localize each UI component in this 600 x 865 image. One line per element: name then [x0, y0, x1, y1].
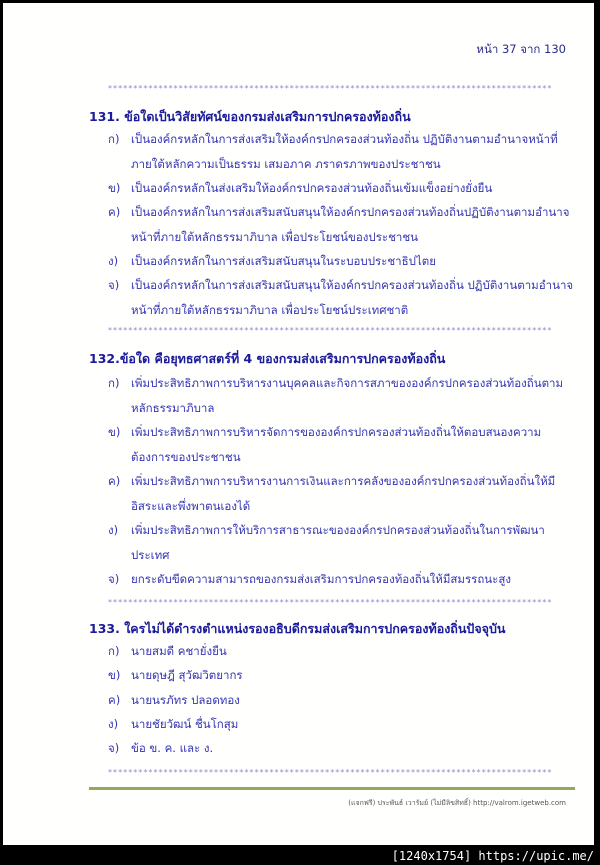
option-label: ก): [108, 376, 120, 390]
option-text: เพิ่มประสิทธิภาพการบริหารจัดการขององค์กรปกครองส่วนท้องถิ่นให้ตอบสนองความต้องการของประชาชน: [131, 425, 542, 464]
option: [108, 469, 578, 518]
separator: ****************************************************************************************: [108, 327, 553, 335]
option-text: เพิ่มประสิทธิภาพการบริหารงานการเงินและการคลังขององค์กรปกครองส่วนท้องถิ่นให้มีอิสระและพึ่งพาตนเองได้: [131, 474, 556, 513]
option: [108, 273, 578, 322]
option: [108, 420, 578, 469]
option-text: เป็นองค์กรหลักในการส่งเสริมสนับสนุนให้องค์กรปกครองส่วนท้องถิ่นปฏิบัติงานตามอำนาจหน้าที่ภายใต้หลักธรรมาภิบาล เพื่อประโยชน์ของประชาชน: [131, 205, 570, 244]
option-text: นายสมดี คชายั่งยืน: [131, 644, 227, 658]
option-text: นายนรภัทร ปลอดทอง: [131, 693, 240, 707]
option-label: ค): [108, 205, 121, 219]
option-label: จ): [108, 572, 120, 586]
option: [108, 736, 578, 761]
option-text: นายดุษฎี สุวัฒวิตยากร: [131, 668, 243, 682]
option-text: เป็นองค์กรหลักในการส่งเสริมสนับสนุนให้องค์กรปกครองส่วนท้องถิ่น ปฏิบัติงานตามอำนาจหน้าที่ภายใต้หลักธรรมาภิบาล เพื่อประโยชน์ประเทศชาติ: [131, 278, 574, 317]
option-label: ง): [108, 717, 119, 731]
option: [108, 688, 578, 713]
option-text: นายชัยวัฒน์ ชื่นโกสุม: [131, 717, 239, 731]
footer-credit: (แจกฟรี) ประพันธ์ เวารัมย์ (ไม่มีลิขสิทธิ์) http://valrom.igetweb.com: [348, 799, 566, 807]
option-label: จ): [108, 741, 120, 755]
option: [108, 249, 578, 274]
option-text: ยกระดับขีดความสามารถของกรมส่งเสริมการปกครองท้องถิ่นให้มีสมรรถนะสูง: [131, 572, 511, 586]
option: [108, 371, 578, 420]
option-label: ก): [108, 132, 120, 146]
document-page: [3, 3, 594, 845]
option-label: ข): [108, 181, 121, 195]
option-label: ข): [108, 425, 121, 439]
question-131-title: 131. ข้อใดเป็นวิสัยทัศน์ของกรมส่งเสริมการปกครองท้องถิ่น: [89, 109, 411, 124]
option-label: จ): [108, 278, 120, 292]
option-text: เป็นองค์กรหลักในส่งเสริมให้องค์กรปกครองส่วนท้องถิ่นเข้มแข็งอย่างยั่งยืน: [131, 181, 493, 195]
option: [108, 176, 578, 201]
option-label: ข): [108, 668, 121, 682]
option-label: ง): [108, 254, 119, 268]
option-label: ง): [108, 523, 119, 537]
question-133-title: 133. ใครไม่ได้ดำรงตำแหน่งรองอธิบดีกรมส่งเสริมการปกครองท้องถิ่นปัจจุบัน: [89, 621, 506, 636]
option-text: เป็นองค์กรหลักในการส่งเสริมให้องค์กรปกครองส่วนท้องถิ่น ปฏิบัติงานตามอำนาจหน้าที่ภายใต้หลักความเป็นธรรม เสมอภาค ภราดรภาพของประชาชน: [131, 132, 558, 171]
option: [108, 663, 578, 688]
option-label: ค): [108, 474, 121, 488]
image-watermark: [1240x1754] https://upic.me/: [391, 849, 594, 863]
option: [108, 712, 578, 737]
question-132-title: 132.ข้อใด คือยุทธศาสตร์ที่ 4 ของกรมส่งเสริมการปกครองท้องถิ่น: [89, 351, 446, 366]
option-label: ก): [108, 644, 120, 658]
option-text: เป็นองค์กรหลักในการส่งเสริมสนับสนุนในระบอบประชาธิปไตย: [131, 254, 436, 268]
separator: ****************************************************************************************: [108, 599, 553, 607]
separator: ****************************************************************************************: [108, 85, 553, 93]
page-indicator: หน้า 37 จาก 130: [476, 42, 566, 56]
footer-rule: [89, 787, 575, 790]
option-label: ค): [108, 693, 121, 707]
option: [108, 639, 578, 664]
option: [108, 518, 578, 567]
option-text: เพิ่มประสิทธิภาพการให้บริการสาธารณะขององค์กรปกครองส่วนท้องถิ่นในการพัฒนาประเทศ: [131, 523, 545, 562]
option: [108, 127, 578, 176]
option: [108, 200, 578, 249]
separator: ****************************************************************************************: [108, 769, 553, 777]
option-text: เพิ่มประสิทธิภาพการบริหารงานบุคคลและกิจการสภาขององค์กรปกครองส่วนท้องถิ่นตามหลักธรรมาภิบาล: [131, 376, 564, 415]
option: [108, 567, 578, 592]
option-text: ข้อ ข. ค. และ ง.: [131, 741, 214, 755]
